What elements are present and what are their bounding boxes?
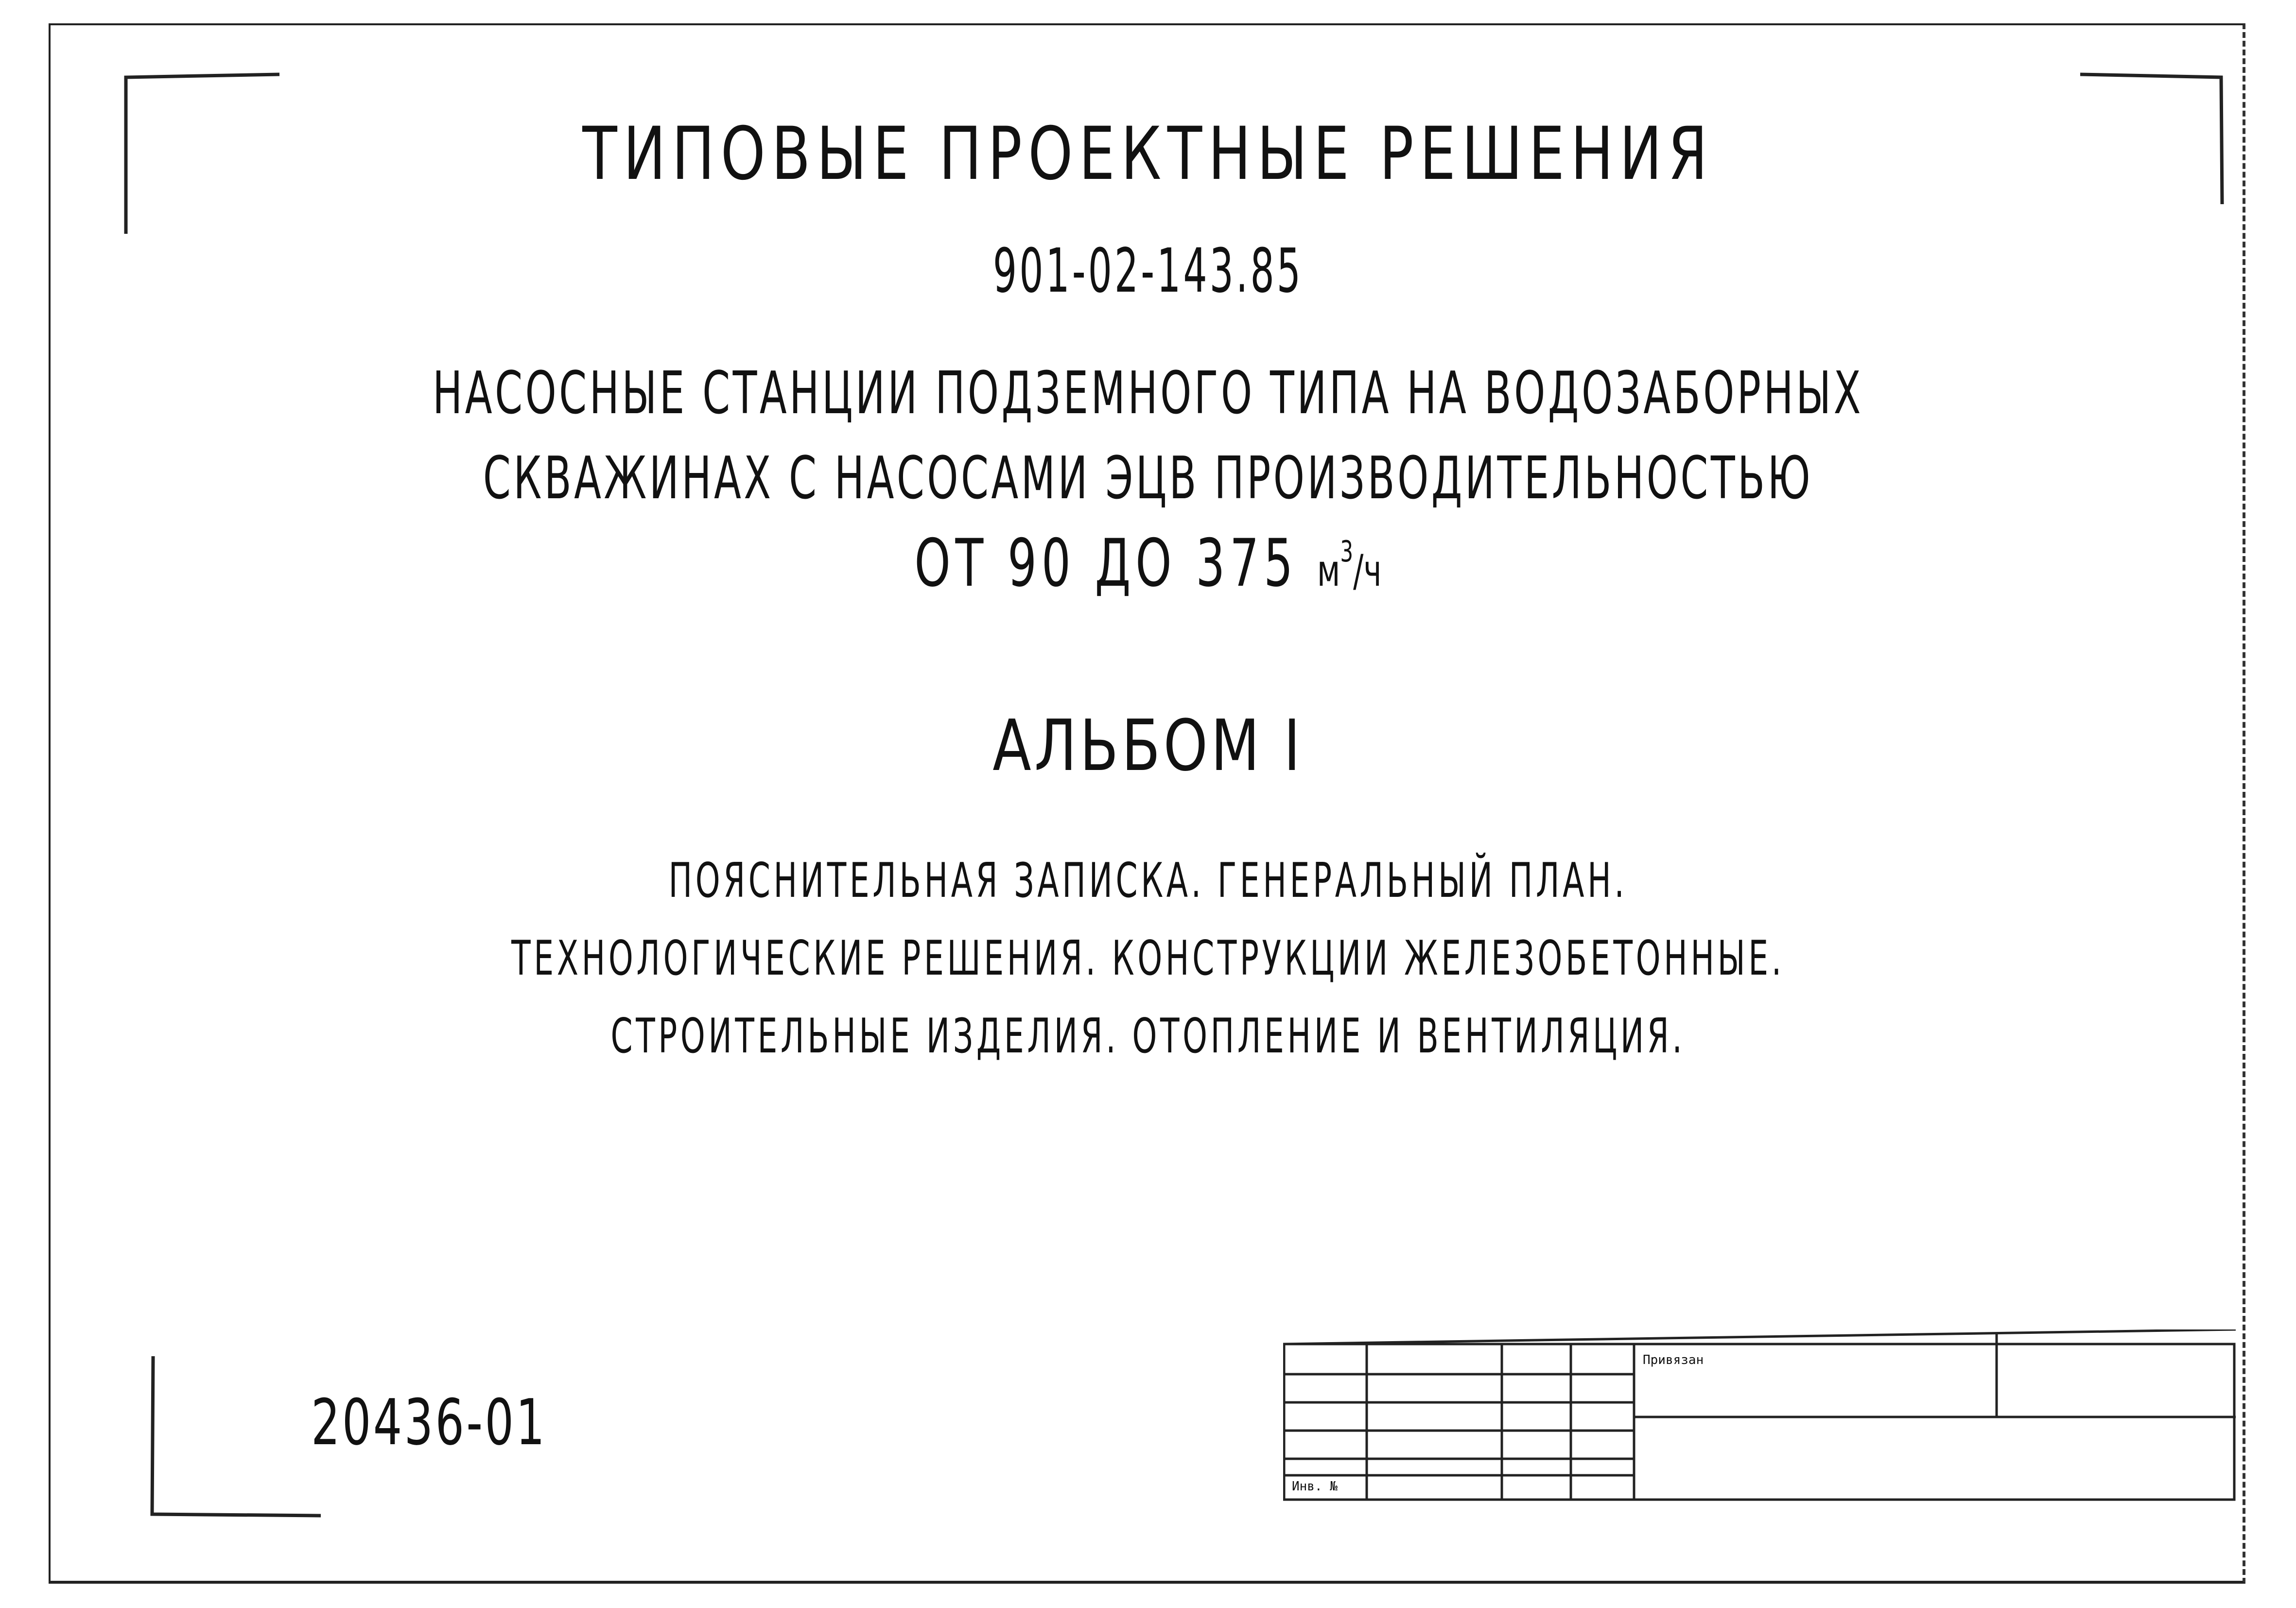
project-title-line-1: НАСОСНЫЕ СТАНЦИИ ПОДЗЕМНОГО ТИПА НА ВОДОЗАБОРНЫХ [433,360,1863,427]
contents-line-2: ТЕХНОЛОГИЧЕСКИЕ РЕШЕНИЯ. КОНСТРУКЦИИ ЖЕЛЕЗОБЕТОННЫЕ. [511,931,1785,986]
title-block-grid [1283,1329,2236,1502]
corner-mark-top-right [2080,70,2231,207]
inventory-number-label: Инв. № [1292,1479,1338,1494]
capacity-line [345,525,1952,601]
capacity-unit-rest: /ч [1353,545,1382,596]
contents-line-3: СТРОИТЕЛЬНЫЕ ИЗДЕЛИЯ. ОТОПЛЕНИЕ И ВЕНТИЛЯЦИЯ. [610,1009,1686,1064]
document-number: 20436-01 [311,1385,547,1459]
capacity-unit-sup: 3 [1340,535,1354,569]
title-block-stamp [1283,1329,2236,1502]
capacity-range: ОТ 90 ДО 375 [914,525,1298,601]
contents-line-1: ПОЯСНИТЕЛЬНАЯ ЗАПИСКА. ГЕНЕРАЛЬНЫЙ ПЛАН. [668,853,1628,909]
attached-label: Привязан [1643,1353,1704,1367]
corner-mark-bottom-left [148,1356,323,1521]
project-title-line-2: СКВАЖИНАХ С НАСОСАМИ ЭЦВ ПРОИЗВОДИТЕЛЬНОСТЬЮ [483,445,1813,512]
capacity-unit-main: м [1317,545,1340,596]
series-title: ТИПОВЫЕ ПРОЕКТНЫЕ РЕШЕНИЯ [582,112,1714,196]
series-code: 901-02-143.85 [992,236,1304,306]
album-title: АЛЬБОМ I [992,705,1304,787]
